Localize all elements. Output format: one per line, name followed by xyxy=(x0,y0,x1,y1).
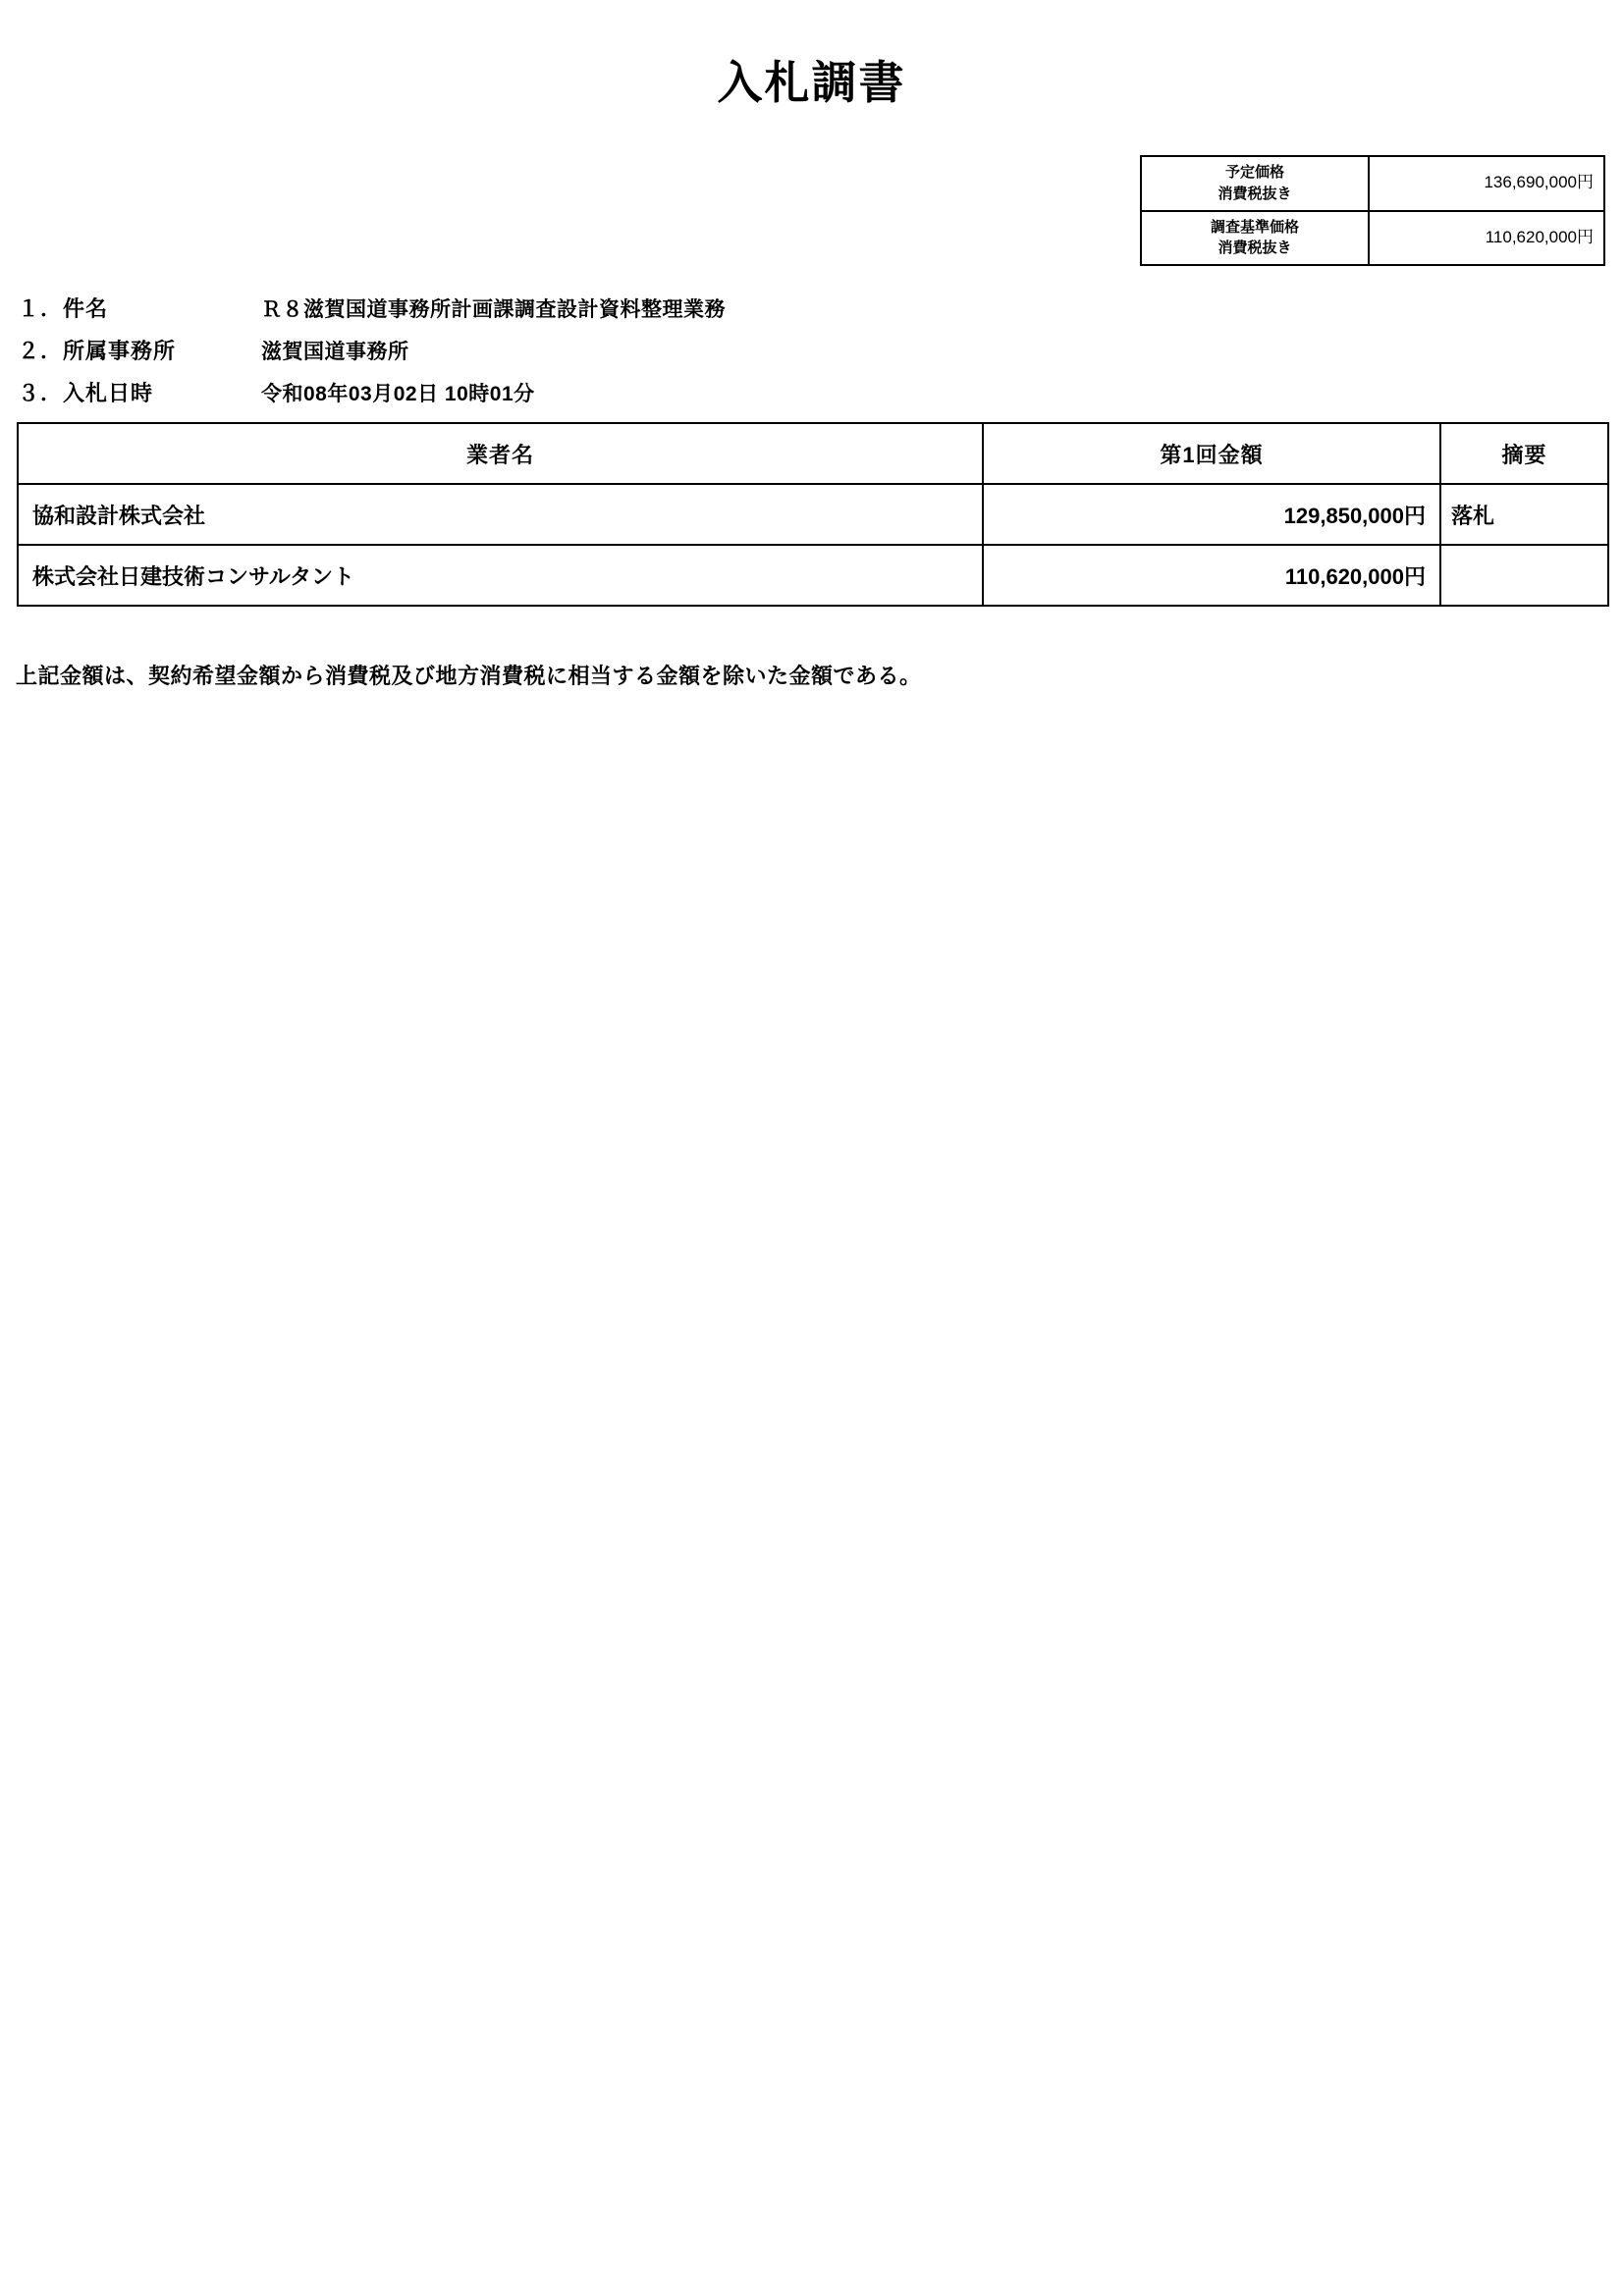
cell-bid-amount: 129,850,000円 xyxy=(983,484,1440,545)
cell-bid-amount: 110,620,000円 xyxy=(983,545,1440,606)
info-label: ２．所属事務所 xyxy=(18,339,177,363)
bid-results-table xyxy=(17,422,1609,607)
price-summary-row xyxy=(1141,156,1604,211)
info-row-bid-datetime xyxy=(18,377,1589,419)
info-value: 令和08年03月02日 10時01分 xyxy=(261,383,535,405)
cell-note: 落札 xyxy=(1440,484,1608,545)
page-title: 入札調書 xyxy=(717,57,906,108)
cell-company-name: 株式会社日建技術コンサルタント xyxy=(18,545,983,606)
info-label: １．件名 xyxy=(18,296,109,321)
info-row-office xyxy=(18,335,1589,377)
info-value: 滋賀国道事務所 xyxy=(261,341,409,363)
info-label: ３．入札日時 xyxy=(18,381,154,405)
price-summary-label-line1: 調査基準価格 xyxy=(1210,218,1299,236)
cell-company-name: 協和設計株式会社 xyxy=(18,484,983,545)
price-summary-value: 110,620,000円 xyxy=(1369,211,1604,266)
column-header-company: 業者名 xyxy=(18,423,983,484)
price-summary-value: 136,690,000円 xyxy=(1369,156,1604,211)
price-summary-label-line2: 消費税抜き xyxy=(1217,185,1292,202)
table-header-row xyxy=(18,423,1608,484)
price-summary-table xyxy=(1140,155,1605,266)
price-summary-label-line1: 予定価格 xyxy=(1224,164,1284,181)
info-value: Ｒ８滋賀国道事務所計画課調査設計資料整理業務 xyxy=(261,298,726,321)
info-row-project-name xyxy=(18,293,1589,335)
info-block xyxy=(18,293,1589,419)
footnote-text: 上記金額は、契約希望金額から消費税及び地方消費税に相当する金額を除いた金額である。 xyxy=(16,664,922,688)
column-header-note: 摘要 xyxy=(1440,423,1608,484)
price-summary-label-line2: 消費税抜き xyxy=(1217,240,1292,257)
price-summary-label xyxy=(1141,156,1369,211)
price-summary-label xyxy=(1141,211,1369,266)
table-row xyxy=(18,484,1608,545)
table-row xyxy=(18,545,1608,606)
cell-note xyxy=(1440,545,1608,606)
price-summary-row xyxy=(1141,211,1604,266)
column-header-amount: 第1回金額 xyxy=(983,423,1440,484)
